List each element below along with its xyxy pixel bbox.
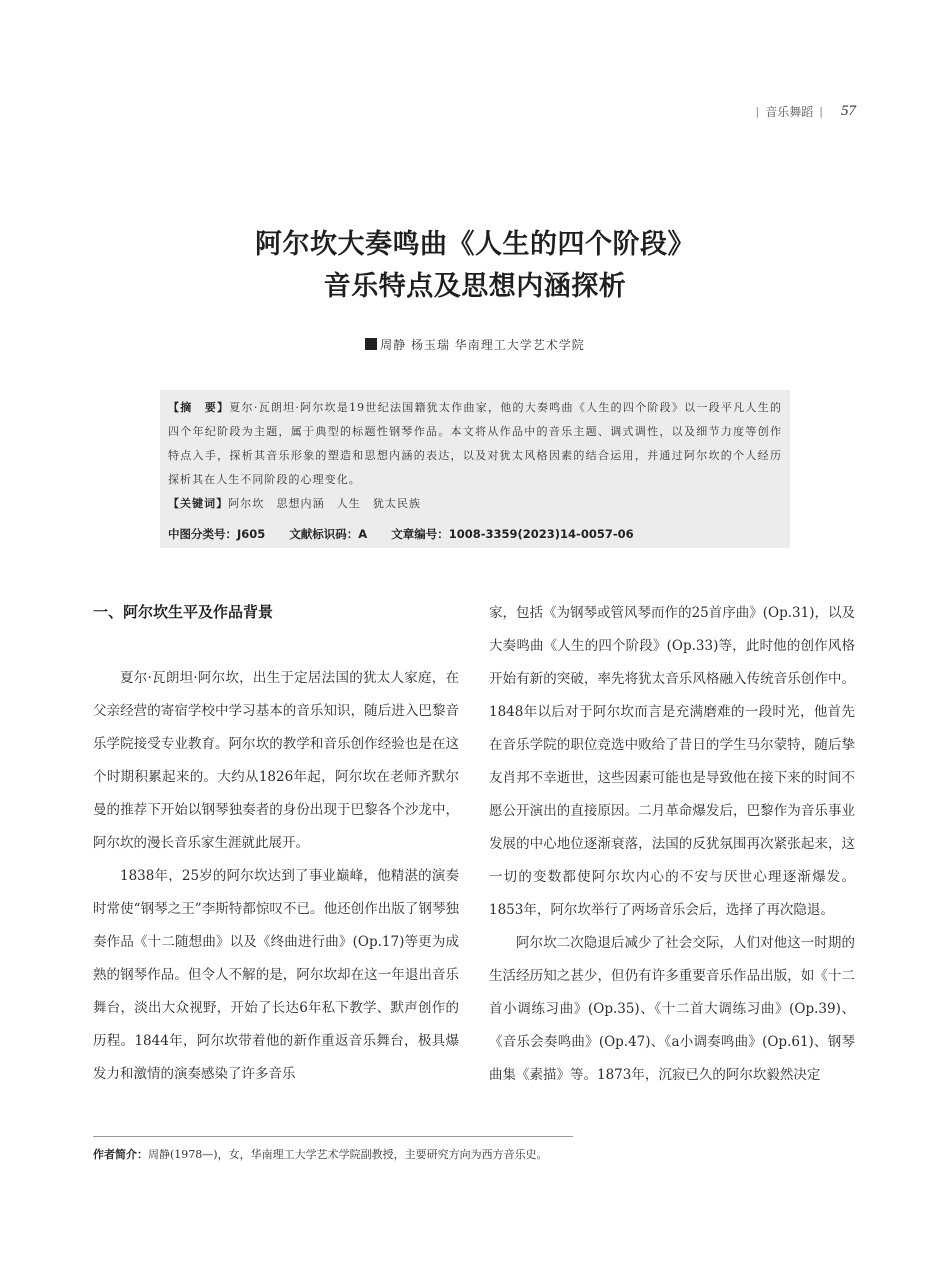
footnote-text: 周静(1978—)，女，华南理工大学艺术学院副教授，主要研究方向为西方音乐史。 xyxy=(148,1148,548,1161)
keywords xyxy=(168,492,782,516)
left-column xyxy=(93,597,459,1091)
keywords-text: 阿尔坎 思想内涵 人生 犹太民族 xyxy=(228,497,422,510)
paragraph-2-continued: 家，包括《为钢琴或管风琴而作的25首序曲》(Op.31)，以及大奏鸣曲《人生的四个阶段》(Op.33)等，此时他的创作风格开始有新的突破，率先将犹太音乐风格融入传统音乐创作中。1848年以后对于阿尔坎而言是充满磨难的一段时光，他首先在音乐学院的职位竞选中败给了昔日的学生马尔蒙特，随后挚友肖邦不幸逝世，这些因素可能也是导致他在接下来的时间不愿公开演出的直接原因。二月革命爆发后，巴黎作为音乐事业发展的中心地位逐渐衰落，法国的反犹氛围再次紧张起来，这一切的变数都使阿尔坎内心的不安与厌世心理逐渐爆发。1853年，阿尔坎举行了两场音乐会后，选择了再次隐退。 xyxy=(489,605,855,918)
article-title xyxy=(0,224,950,308)
authors-text: 周静 杨玉瑞 华南理工大学艺术学院 xyxy=(380,338,585,352)
article-number: 文章编号：1008-3359(2023)14-0057-06 xyxy=(391,527,634,541)
classification-code: 中图分类号：J605 xyxy=(168,527,266,541)
author-bio-footnote xyxy=(93,1146,793,1164)
black-square-icon xyxy=(365,338,377,350)
divider: | xyxy=(819,105,823,118)
document-code: 文献标识码：A xyxy=(289,527,368,541)
title-line-1: 阿尔坎大奏鸣曲《人生的四个阶段》 xyxy=(255,229,695,260)
abstract-text: 夏尔·瓦朗坦·阿尔坎是19世纪法国籍犹太作曲家，他的大奏鸣曲《人生的四个阶段》以一段平凡人生的四个年纪阶段为主题，属于典型的标题性钢琴作品。本文将从作品中的音乐主题、调式调性，以及细节力度等创作特点入手，探析其音乐形象的塑造和思想内涵的表达，以及对犹太风格因素的结合运用，并通过阿尔坎的个人经历探析其在人生不同阶段的心理变化。 xyxy=(168,401,782,486)
title-line-2: 音乐特点及思想内涵探析 xyxy=(323,271,627,302)
footnote-label: 作者简介： xyxy=(93,1148,148,1161)
footnote-divider xyxy=(93,1136,573,1137)
classification-line xyxy=(168,522,782,546)
paragraph-2: 1838年，25岁的阿尔坎达到了事业巅峰，他精湛的演奏时常使“钢琴之王”李斯特都惊叹不已。他还创作出版了钢琴独奏作品《十二随想曲》以及《终曲进行曲》(Op.17)等更为成熟的钢琴作品。但令人不解的是，阿尔坎却在这一年退出音乐舞台，淡出大众视野，开始了长达6年私下教学、默声创作的历程。1844年，阿尔坎带着他的新作重返音乐舞台，极具爆发力和激情的演奏感染了许多音乐 xyxy=(93,868,459,1082)
paragraph-1: 夏尔·瓦朗坦·阿尔坎，出生于定居法国的犹太人家庭，在父亲经营的寄宿学校中学习基本的音乐知识，随后进入巴黎音乐学院接受专业教育。阿尔坎的教学和音乐创作经验也是在这个时期积累起来的。大约从1826年起，阿尔坎在老师齐默尔曼的推荐下开始以钢琴独奏者的身份出现于巴黎各个沙龙中，阿尔坎的漫长音乐家生涯就此展开。 xyxy=(93,670,459,851)
abstract-label: 【摘 要】 xyxy=(168,401,230,414)
keywords-label: 【关键词】 xyxy=(168,497,229,510)
author-line xyxy=(0,336,950,353)
section-heading: 一、阿尔坎生平及作品背景 xyxy=(93,603,274,621)
right-column xyxy=(489,597,855,1092)
page-number: 57 xyxy=(841,103,856,119)
abstract-box xyxy=(160,390,790,548)
section-name: 音乐舞蹈 xyxy=(765,105,814,119)
paragraph-3: 阿尔坎二次隐退后减少了社会交际，人们对他这一时期的生活经历知之甚少，但仍有许多重要音乐作品出版，如《十二首小调练习曲》(Op.35)、《十二首大调练习曲》(Op.39)、《音乐会奏鸣曲》(Op.47)、《a小调奏鸣曲》(Op.61)、钢琴曲集《素描》等。1873年，沉寂已久的阿尔坎毅然决定 xyxy=(489,935,855,1083)
abstract xyxy=(168,396,782,492)
running-head xyxy=(756,103,856,120)
divider: | xyxy=(755,105,760,118)
